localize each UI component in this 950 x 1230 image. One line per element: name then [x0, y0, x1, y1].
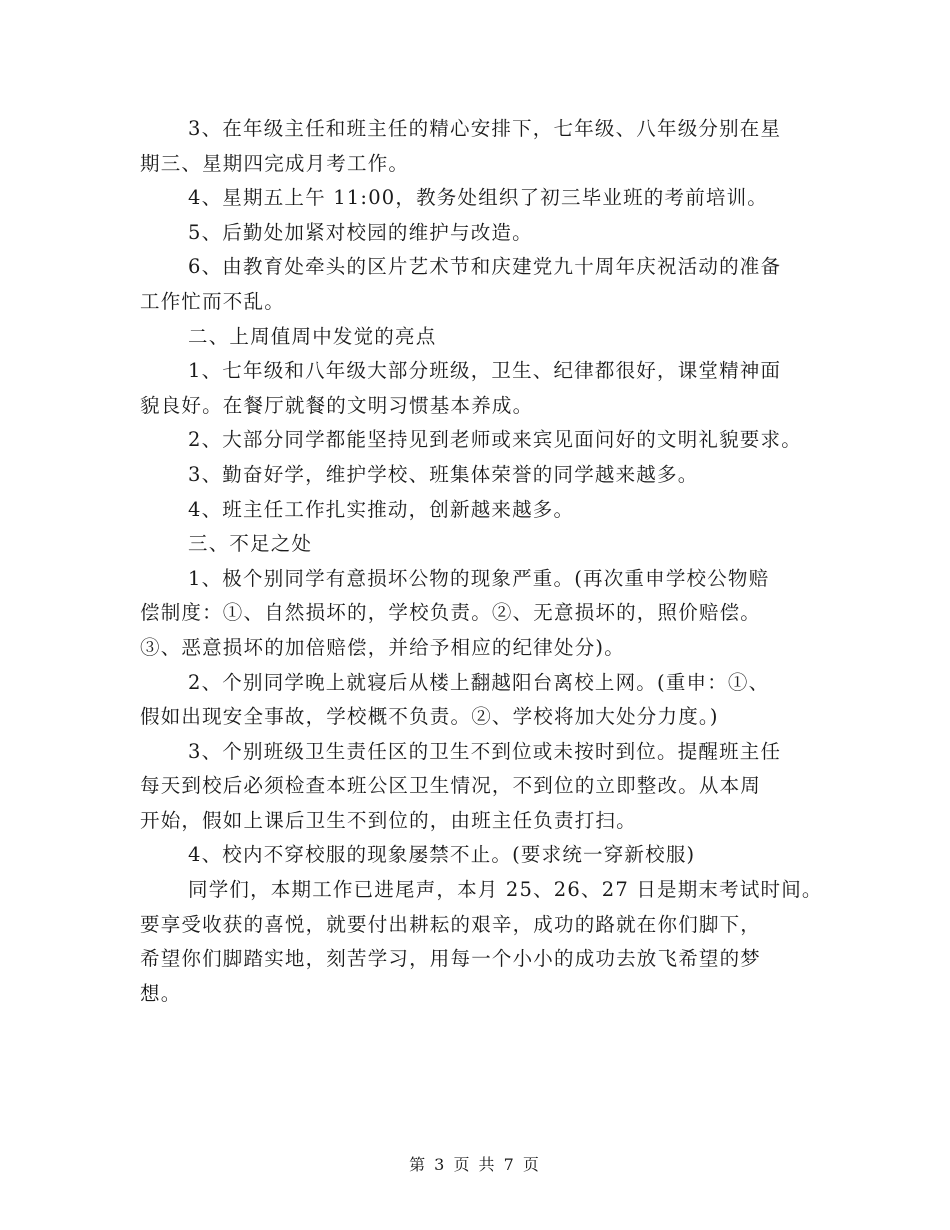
text-line: 4、校内不穿校服的现象屡禁不止。(要求统一穿新校服): [188, 843, 696, 867]
document-body: [140, 112, 823, 1011]
text-line: 想。: [140, 981, 182, 1005]
text-line: 2、大部分同学都能坚持见到老师或来宾见面问好的文明礼貌要求。: [188, 428, 802, 452]
text-line: 5、后勤处加紧对校园的维护与改造。: [188, 220, 533, 244]
text-line: 4、班主任工作扎实推动，创新越来越多。: [188, 497, 575, 521]
text-line: 要享受收获的喜悦，就要付出耕耘的艰辛，成功的路就在你们脚下，: [140, 912, 762, 936]
text-line: 3、个别班级卫生责任区的卫生不到位或未按时到位。提醒班主任: [188, 739, 782, 763]
text-line: 3、勤奋好学，维护学校、班集体荣誉的同学越来越多。: [188, 462, 699, 486]
text-line: 二、上周值周中发觉的亮点: [188, 324, 437, 348]
text-line: 2、个别同学晚上就寝后从楼上翻越阳台离校上网。(重申：①、: [188, 670, 770, 694]
text-line: 希望你们脚踏实地，刻苦学习，用每一个小小的成功去放飞希望的梦: [140, 947, 762, 971]
text-line: 1、七年级和八年级大部分班级，卫生、纪律都很好，课堂精神面: [188, 359, 782, 383]
text-line: 工作忙而不乱。: [140, 289, 285, 313]
text-line: 开始，假如上课后卫生不到位的，由班主任负责打扫。: [140, 808, 637, 832]
text-line: 4、星期五上午 11:00，教务处组织了初三毕业班的考前培训。: [188, 186, 769, 210]
text-line: 三、不足之处: [188, 532, 313, 556]
text-line: 偿制度：①、自然损坏的，学校负责。②、无意损坏的，照价赔偿。: [140, 601, 762, 625]
text-line: 假如出现安全事故，学校概不负责。②、学校将加大处分力度。): [140, 705, 719, 729]
text-line: 貌良好。在餐厅就餐的文明习惯基本养成。: [140, 393, 534, 417]
text-line: 3、在年级主任和班主任的精心安排下，七年级、八年级分别在星: [188, 117, 782, 140]
text-line: 1、极个别同学有意损坏公物的现象严重。(再次重申学校公物赔: [188, 566, 770, 590]
text-line: 6、由教育处牵头的区片艺术节和庆建党九十周年庆祝活动的准备: [188, 255, 782, 279]
text-line: 同学们，本期工作已进尾声，本月 25、26、27 日是期末考试时间。: [188, 878, 823, 902]
text-line: 每天到校后必须检查本班公区卫生情况，不到位的立即整改。从本周: [140, 774, 762, 798]
text-line: 期三、星期四完成月考工作。: [140, 151, 410, 175]
page-footer: 第 3 页 共 7 页: [409, 1155, 541, 1174]
text-line: ③、恶意损坏的加倍赔偿，并给予相应的纪律处分)。: [140, 635, 625, 659]
